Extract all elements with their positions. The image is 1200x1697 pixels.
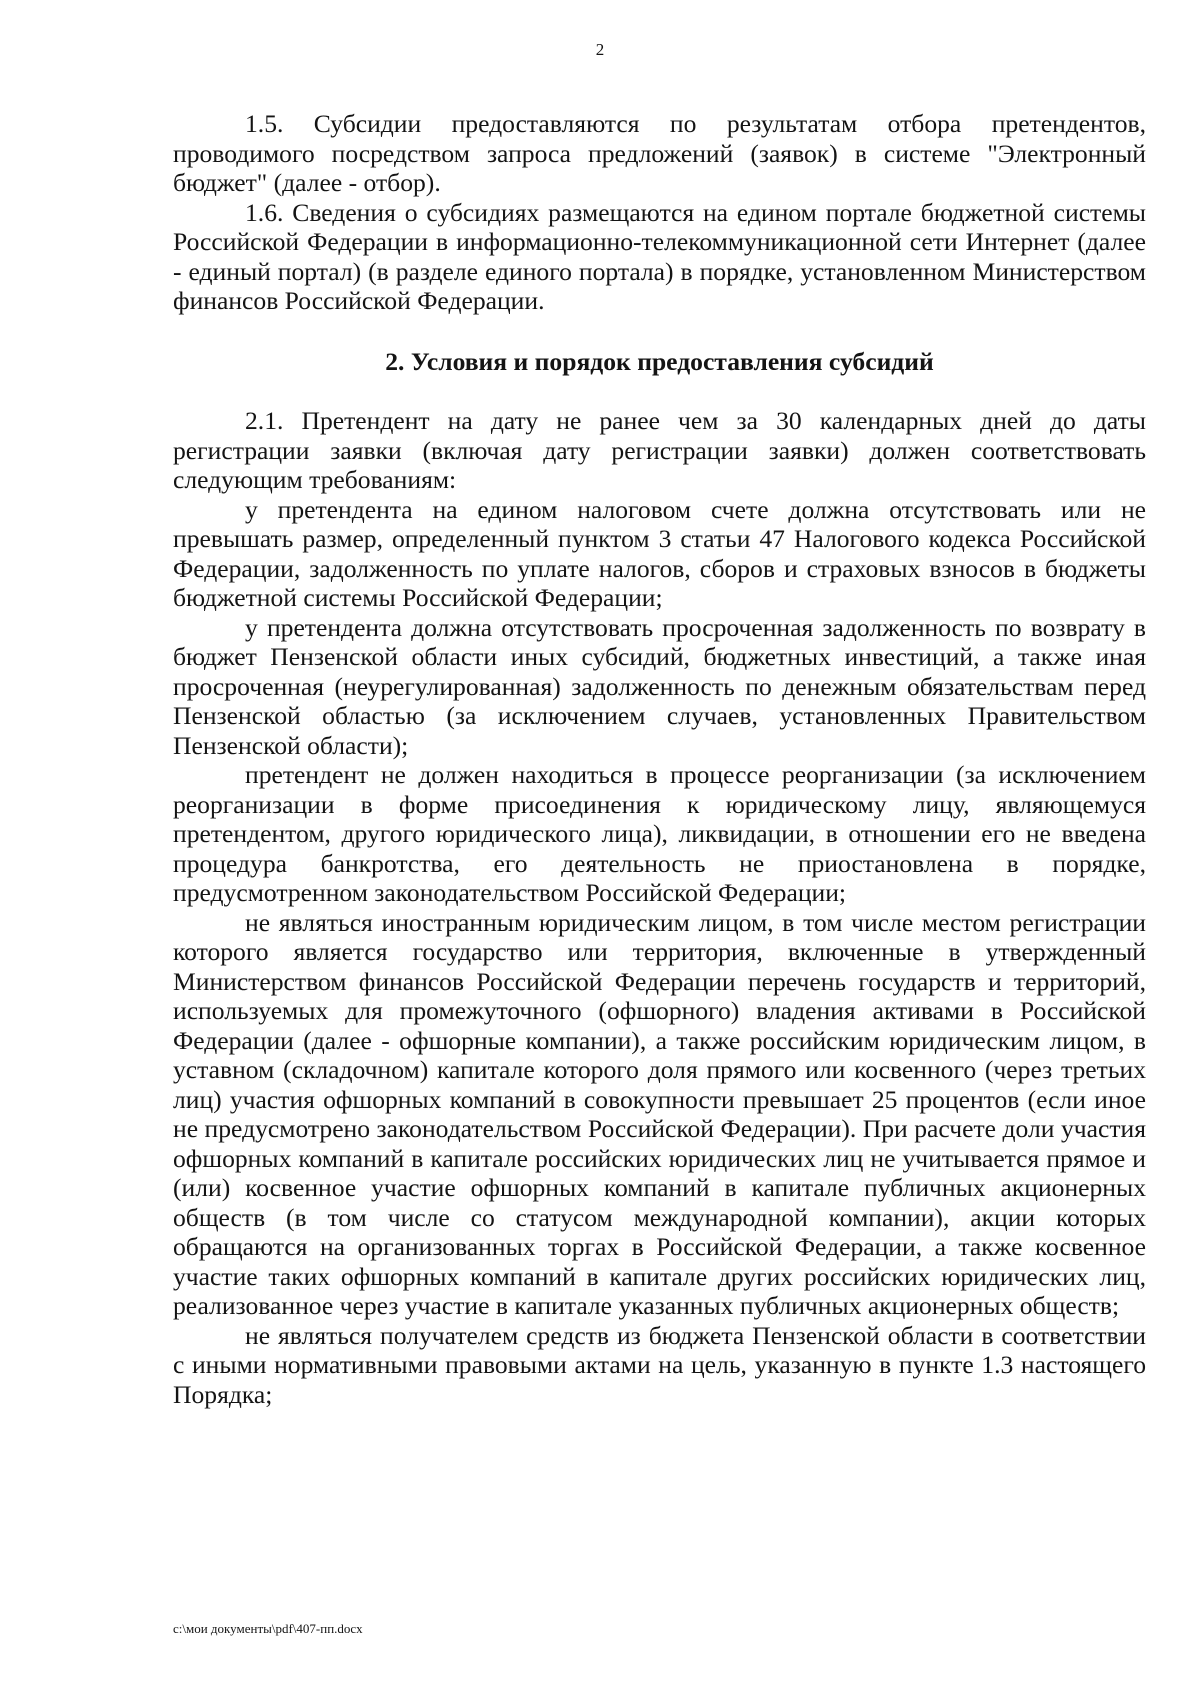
document-body <box>173 109 1146 1409</box>
requirement-tax-debt: у претендента на едином налоговом счете должна отсутствовать или не превышать размер, определенный пунктом 3 статьи 47 Налогового кодекса Российской Федерации, задолженность по уплате налогов, сборов и страховых взносов в бюджеты бюджетной системы Российской Федерации; <box>173 494 1146 612</box>
page-number: 2 <box>595 40 605 59</box>
requirement-not-other-funds-recipient: не являться получателем средств из бюджета Пензенской области в соответствии с иными нормативными правовыми актами на цель, указанную в пункте 1.3 настоящего Порядка; <box>173 1320 1146 1409</box>
paragraph-1-6: 1.6. Сведения о субсидиях размещаются на едином портале бюджетной системы Российской Федерации в информационно-телекоммуникационной сети Интернет (далее - единый портал) (в разделе единого портала) в порядке, установленном Министерством финансов Российской Федерации. <box>173 197 1146 315</box>
footer-file-path: c:\мои документы\pdf\407-пп.docx <box>173 1621 363 1636</box>
section-heading: 2. Условия и порядок предоставления субсидий <box>385 346 934 376</box>
requirement-not-foreign-entity: не являться иностранным юридическим лицом, в том числе местом регистрации которого является государство или территория, включенные в утвержденный Министерством финансов Российской Федерации перечень государств и территорий, используемых для промежуточного (офшорного) владения активами в Российской Федерации (далее - офшорные компании), а также российским юридическим лицом, в уставном (складочном) капитале которого доля прямого или косвенного (через третьих лиц) участия офшорных компаний в совокупности превышает 25 процентов (если иное не предусмотрено законодательством Российской Федерации). При расчете доли участия офшорных компаний в капитале российских юридических лиц не учитывается прямое и (или) косвенное участие офшорных компаний в капитале публичных акционерных обществ (в том числе со статусом международной компании), акции которых обращаются на организованных торгах в Российской Федерации, а также косвенное участие таких офшорных компаний в капитале других российских юридических лиц, реализованное через участие в капитале указанных публичных акционерных обществ; <box>173 907 1146 1320</box>
requirement-no-reorganization: претендент не должен находиться в процессе реорганизации (за исключением реорганизации в форме присоединения к юридическому лицу, являющемуся претендентом, другого юридического лица), ликвидации, в отношении его не введена процедура банкротства, его деятельность не приостановлена в порядке, предусмотренном законодательством Российской Федерации; <box>173 760 1146 907</box>
paragraph-2-1: 2.1. Претендент на дату не ранее чем за 30 календарных дней до даты регистрации заявки (включая дату регистрации заявки) должен соответствовать следующим требованиям: <box>173 406 1146 494</box>
requirement-overdue-debt: у претендента должна отсутствовать просроченная задолженность по возврату в бюджет Пензенской области иных субсидий, бюджетных инвестиций, а также иная просроченная (неурегулированная) задолженность по денежным обязательствам перед Пензенской областью (за исключением случаев, установленных Правительством Пензенской области); <box>173 612 1146 760</box>
paragraph-1-5: 1.5. Субсидии предоставляются по результатам отбора претендентов, проводимого посредством запроса предложений (заявок) в системе "Электронный бюджет" (далее - отбор). <box>173 109 1146 197</box>
